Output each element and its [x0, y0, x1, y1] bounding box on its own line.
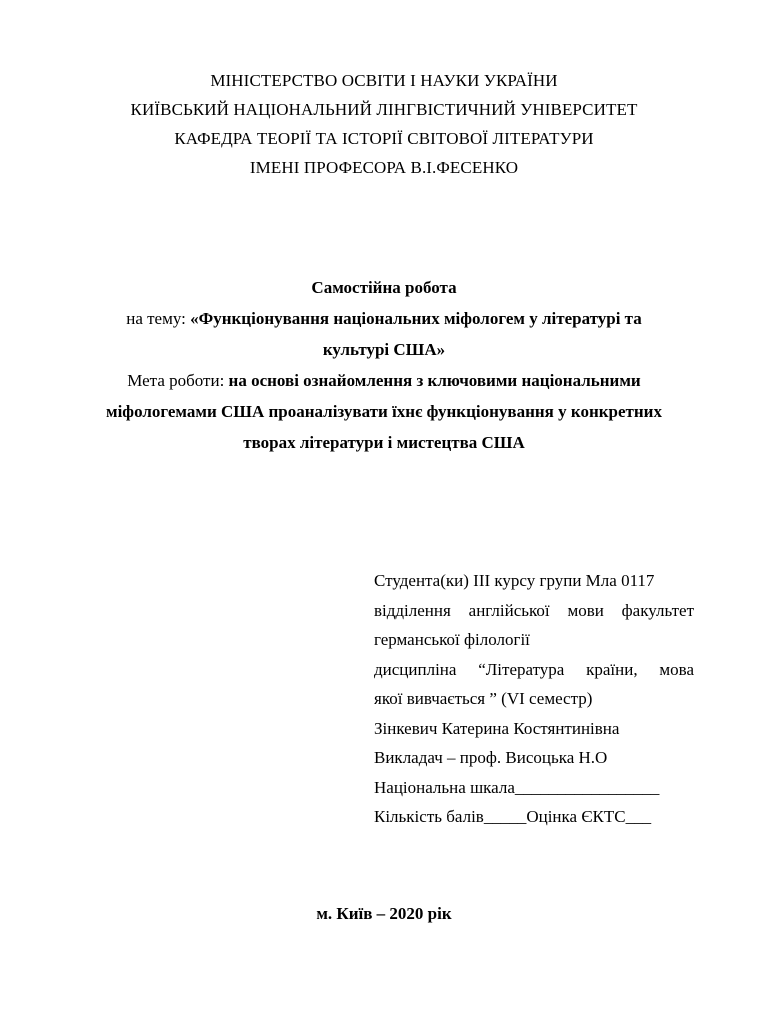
work-title-block [80, 272, 688, 458]
discipline-semester-line: якої вивчається ” (VI семестр) [374, 689, 593, 708]
ministry-line: МІНІСТЕРСТВО ОСВІТИ І НАУКИ УКРАЇНИ [210, 71, 558, 90]
points-grade-line: Кількість балів_____Оцінка ЄКТС___ [374, 807, 652, 826]
goal-prefix: Мета роботи: [127, 371, 229, 390]
goal-line-2: міфологемами США проаналізувати їхнє функціонування у конкретних [106, 402, 662, 421]
student-course-line: Студента(ки) ІІІ курсу групи Мла 0117 [374, 571, 655, 590]
work-type: Самостійна робота [311, 278, 457, 297]
student-department-line: відділення англійської мови факультет [374, 600, 694, 620]
goal-text-1: на основі ознайомлення з ключовими національними [228, 371, 641, 390]
department-line: КАФЕДРА ТЕОРІЇ ТА ІСТОРІЇ СВІТОВОЇ ЛІТЕРАТУРИ [174, 129, 594, 148]
topic-line-2: культурі США» [322, 340, 446, 359]
topic-line-1 [80, 303, 688, 334]
teacher-line: Викладач – проф. Висоцька Н.О [374, 748, 608, 767]
discipline-line: дисципліна “Література країни, мова [374, 659, 694, 679]
university-line: КИЇВСЬКИЙ НАЦІОНАЛЬНИЙ ЛІНГВІСТИЧНИЙ УНІВЕРСИТЕТ [130, 100, 638, 119]
department-name-line: ІМЕНІ ПРОФЕСОРА В.І.ФЕСЕНКО [249, 158, 519, 177]
national-scale-line: Національна шкала_________________ [374, 777, 660, 797]
topic-prefix: на тему: [126, 309, 191, 328]
city-year: м. Київ – 2020 рік [316, 904, 452, 923]
student-name: Зінкевич Катерина Костянтинівна [374, 718, 620, 738]
institution-header [0, 66, 768, 182]
goal-line-1 [80, 365, 688, 396]
goal-line-3: творах літератури і мистецтва США [243, 433, 525, 452]
topic-text-1: «Функціонування національних міфологем у літературі та [190, 309, 642, 328]
student-info-block [374, 566, 694, 832]
student-faculty-line: германської філології [374, 630, 530, 649]
